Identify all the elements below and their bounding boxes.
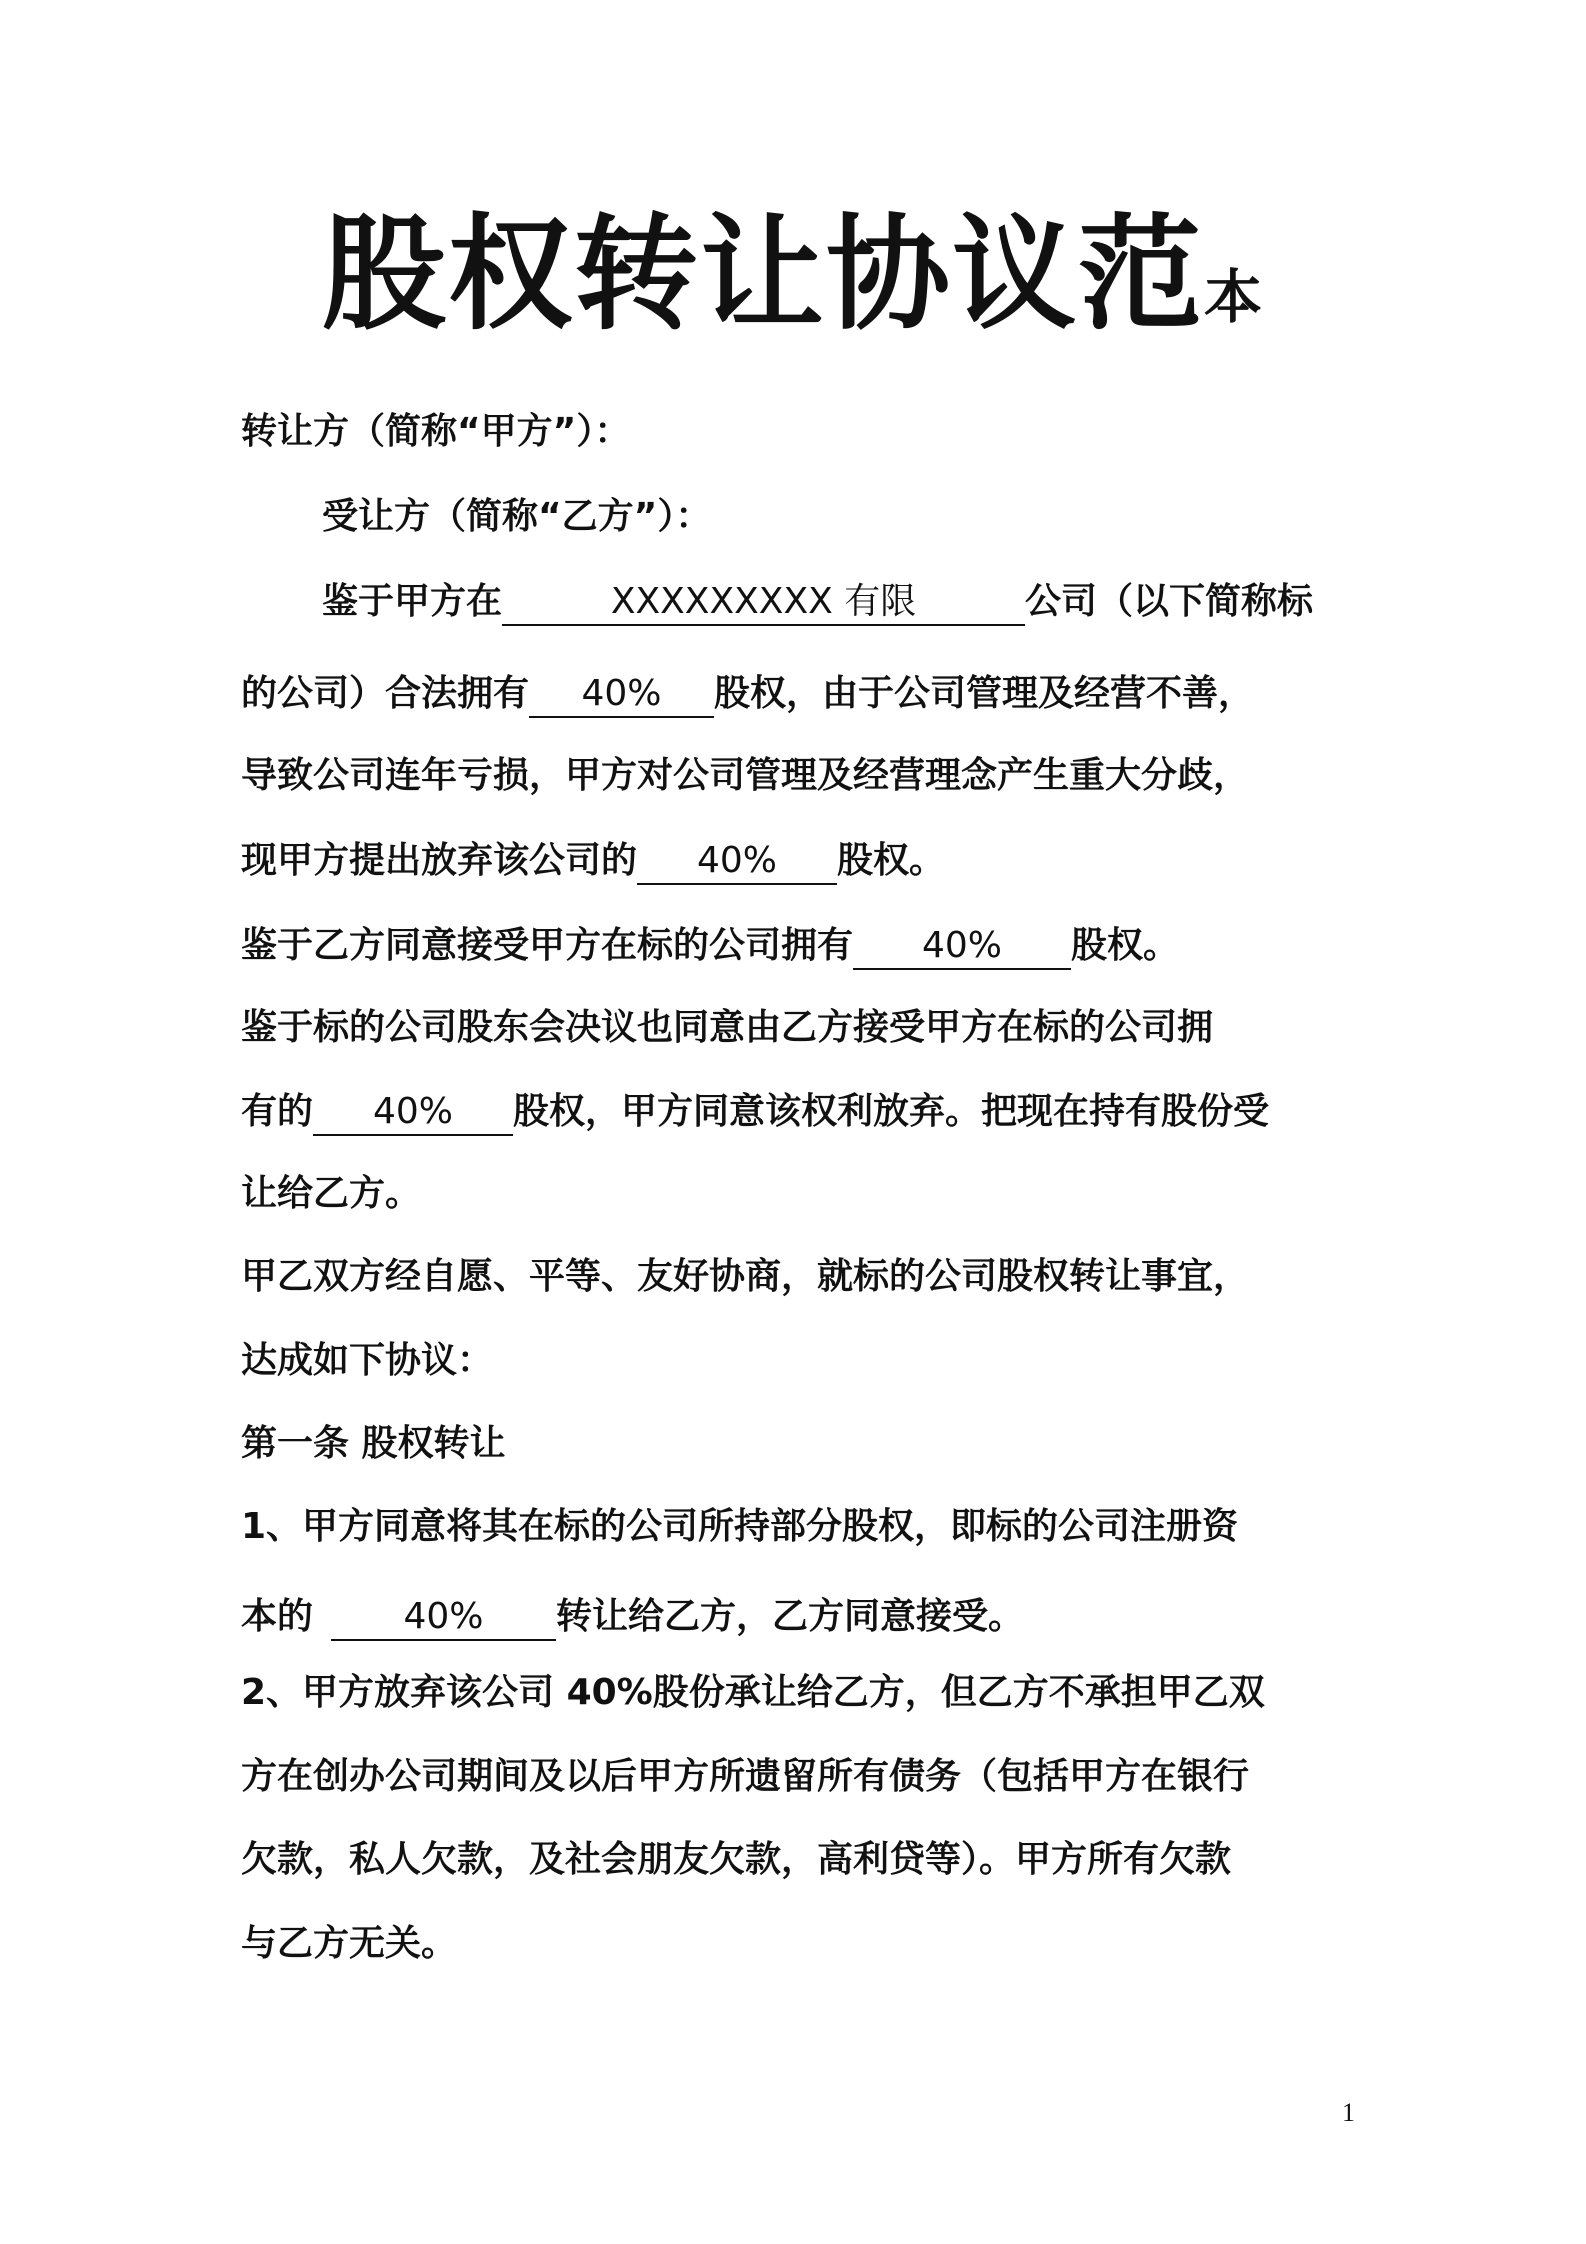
text: 的公司）合法拥有 [241, 673, 530, 714]
text: 公司（以下简称标 [1025, 581, 1314, 622]
page-number: 1 [1342, 2098, 1355, 2127]
paragraph-line: 让给乙方。 [241, 1173, 422, 1214]
paragraph-line [241, 922, 1179, 970]
clause-line [241, 1593, 1024, 1641]
transferee-line: 受让方（简称“乙方”）： [322, 496, 712, 537]
blank-percentage: 40% [529, 672, 714, 718]
text: 股权。 [837, 840, 946, 881]
paragraph-line: 鉴于标的公司股东会决议也同意由乙方接受甲方在标的公司拥 [241, 1007, 1214, 1048]
text: 股权，由于公司管理及经营不善， [714, 673, 1255, 714]
paragraph-line: 甲乙双方经自愿、平等、友好协商，就标的公司股权转让事宜， [241, 1256, 1250, 1297]
title-main: 股权转让协议范 [321, 203, 1204, 347]
clause-line: 欠款，私人欠款，及社会朋友欠款，高利贷等）。甲方所有欠款 [241, 1839, 1232, 1880]
title-small: 本 [1204, 263, 1265, 331]
paragraph-line [241, 837, 945, 885]
transferor-line: 转让方（简称“甲方”）： [241, 411, 631, 452]
blank-percentage: 40% [853, 924, 1071, 970]
text: 现甲方提出放弃该公司的 [241, 840, 638, 881]
paragraph-line: 导致公司连年亏损，甲方对公司管理及经营理念产生重大分歧， [241, 755, 1250, 796]
text: 鉴于乙方同意接受甲方在标的公司拥有 [241, 925, 854, 966]
text: 本的 [241, 1596, 314, 1637]
clause-line: 方在创办公司期间及以后甲方所遗留所有债务（包括甲方在银行 [241, 1756, 1250, 1797]
blank-company-name: XXXXXXXXX 有限 [502, 580, 1025, 626]
blank-percentage: 40% [313, 1090, 513, 1136]
text: 有的 [241, 1091, 314, 1132]
text: 鉴于甲方在 [322, 581, 503, 622]
paragraph-line [241, 1088, 1269, 1136]
paragraph-line: 达成如下协议： [241, 1340, 494, 1381]
clause-line: 1、甲方同意将其在标的公司所持部分股权，即标的公司注册资 [241, 1506, 1239, 1547]
paragraph-line [241, 670, 1254, 718]
clause-line: 与乙方无关。 [241, 1923, 458, 1964]
article-heading: 第一条 股权转让 [241, 1423, 506, 1464]
text: 股权，甲方同意该权利放弃。把现在持有股份受 [513, 1091, 1270, 1132]
clause-line: 2、甲方放弃该公司 40%股份承让给乙方，但乙方不承担甲乙双 [241, 1672, 1265, 1713]
text: 股权。 [1071, 925, 1180, 966]
text: 转让给乙方，乙方同意接受。 [556, 1596, 1025, 1637]
blank-percentage: 40% [331, 1595, 556, 1641]
blank-percentage: 40% [637, 839, 837, 885]
paragraph-line [322, 578, 1313, 626]
document-title [0, 205, 1586, 367]
